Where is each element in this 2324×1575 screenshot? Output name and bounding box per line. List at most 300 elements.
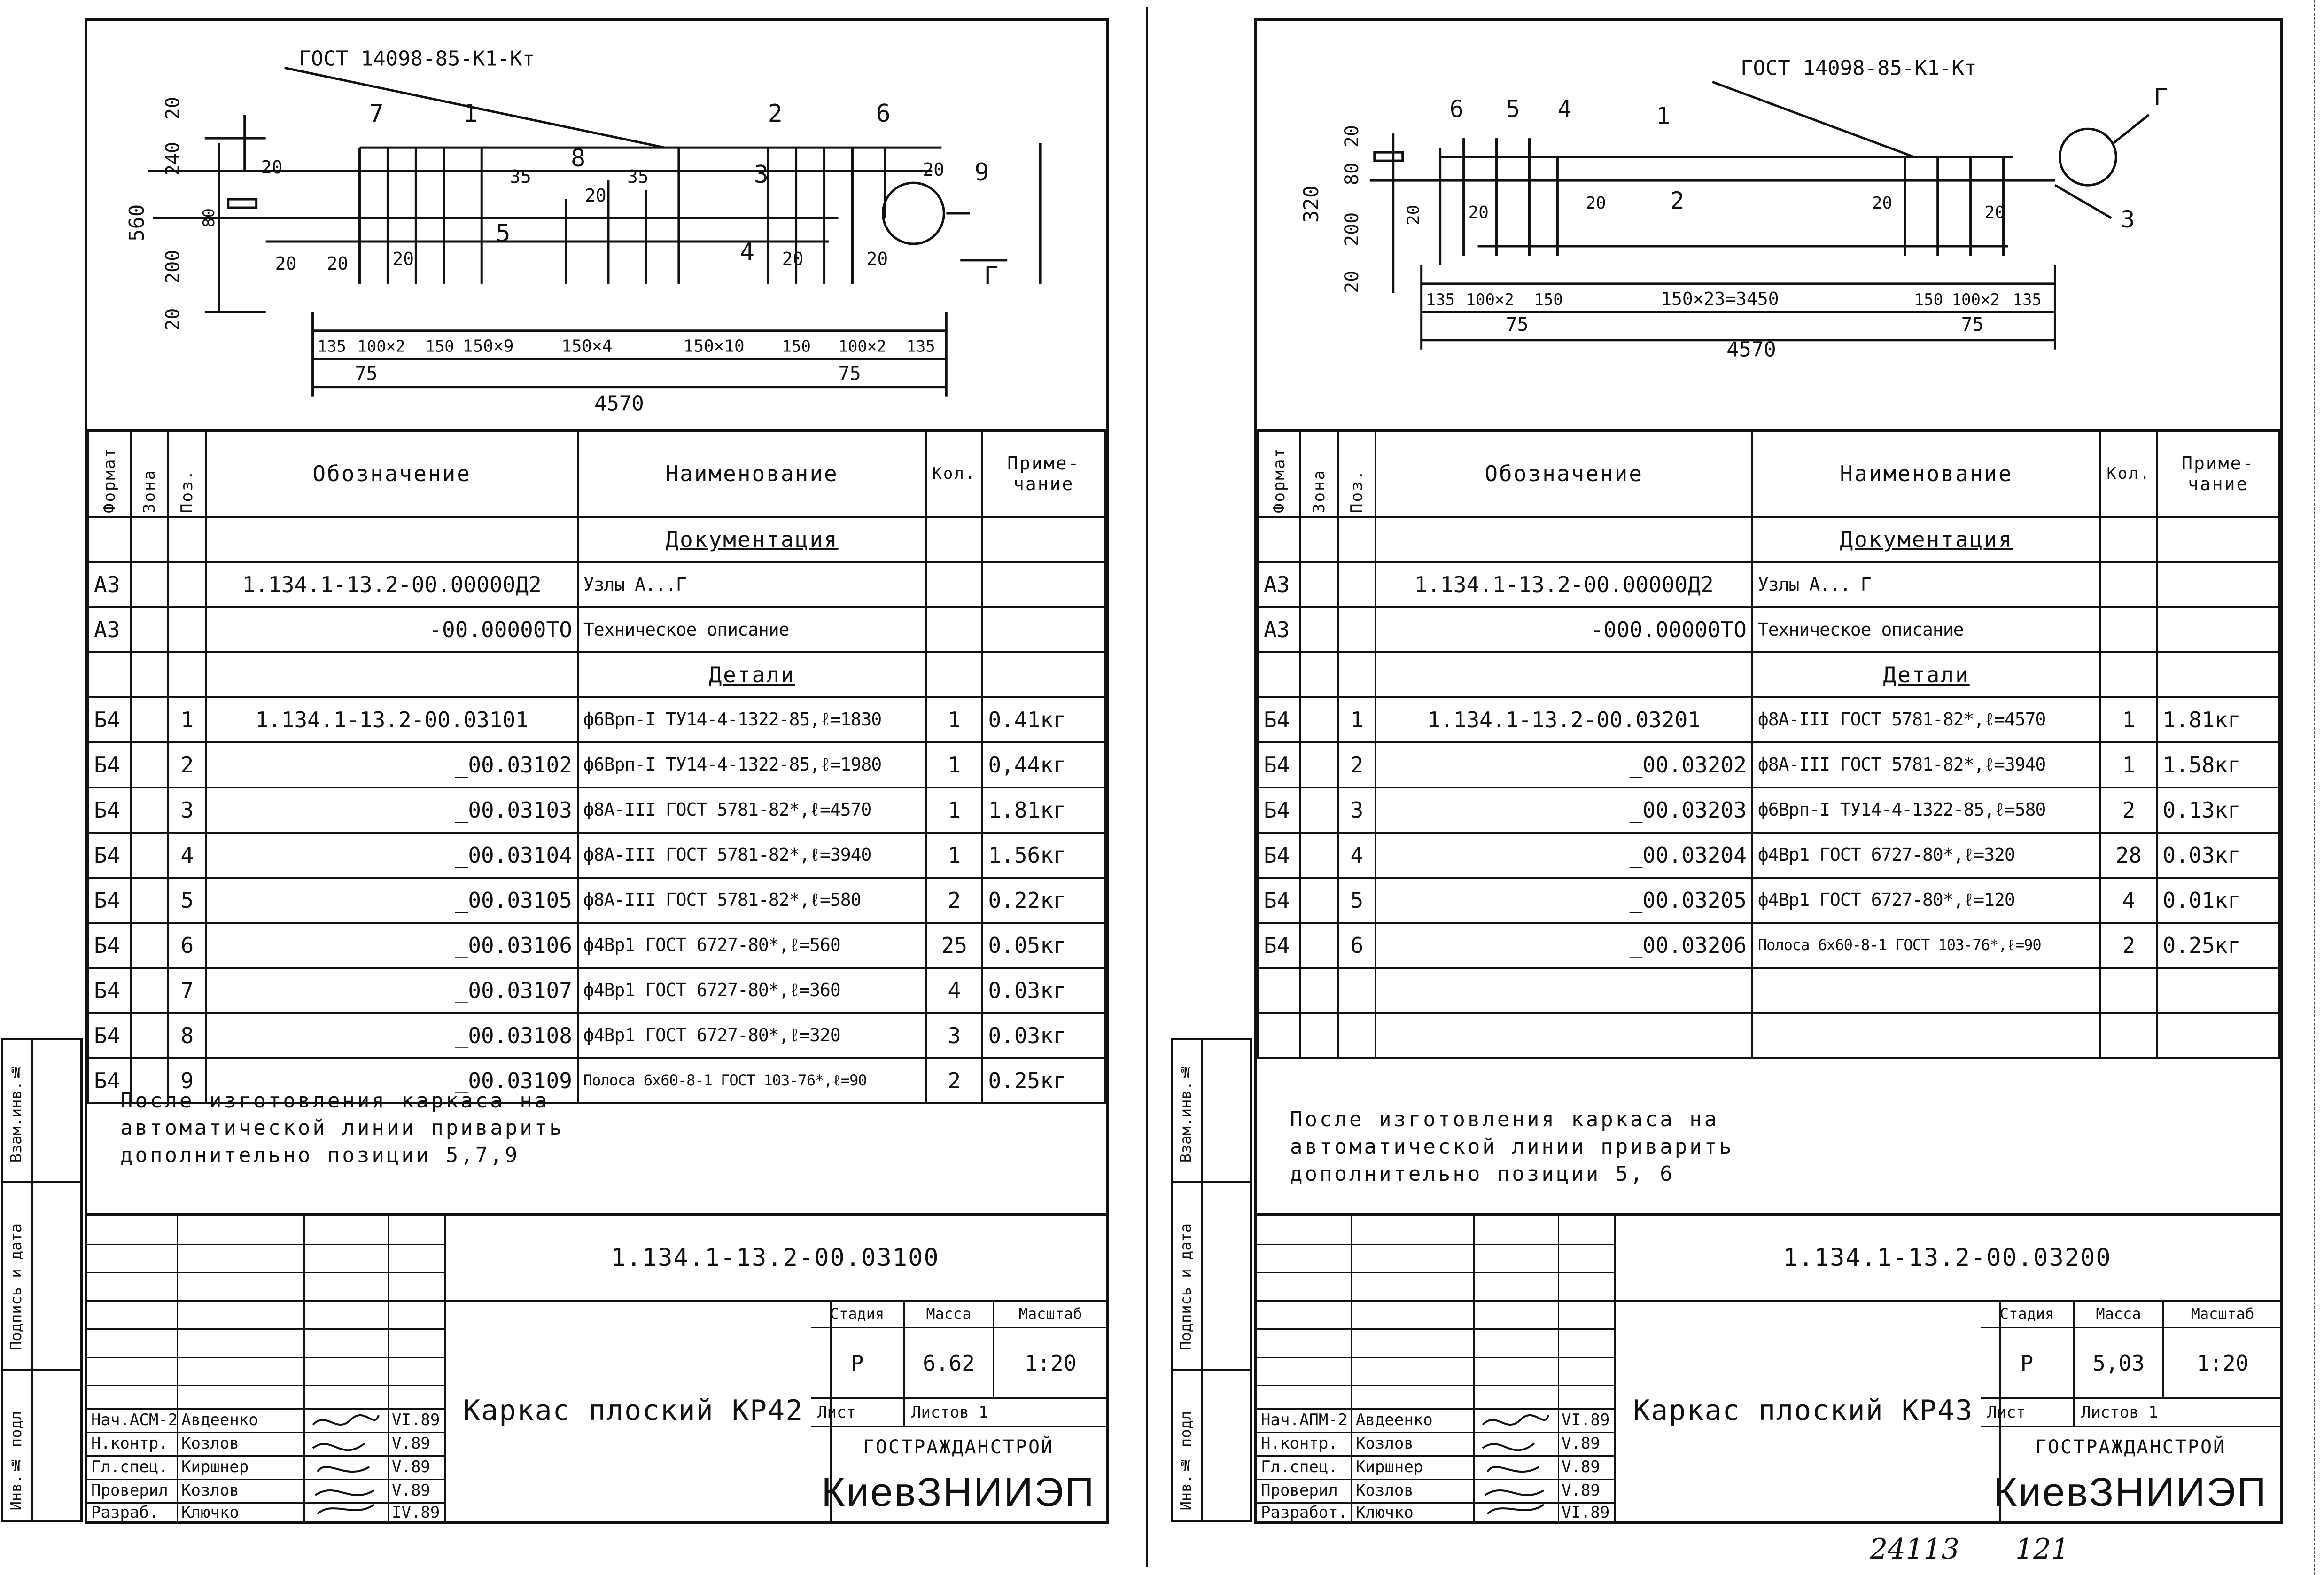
dim-label: 20 — [1341, 125, 1363, 148]
scale-value: 1:20 — [2164, 1328, 2281, 1399]
table-row — [88, 1013, 1105, 1058]
cell-format — [1258, 968, 1300, 1013]
table-row — [1258, 562, 2279, 607]
total-length-label: 4570 — [1726, 337, 1776, 362]
cell-format — [1258, 1013, 1300, 1058]
title-info — [811, 1300, 1106, 1521]
table-row — [1258, 788, 2279, 833]
dim-label: 20 — [1468, 203, 1489, 223]
col-note: Приме-чание — [2157, 430, 2279, 517]
cell-name: Полоса 6х60-8-1 ГОСТ 103-76*,ℓ=90 — [578, 1058, 926, 1103]
signature-scribbles — [308, 1411, 383, 1519]
frame-drawing-svg — [87, 21, 1106, 429]
table-row — [1258, 878, 2279, 923]
cell-designation: 1.134.1-13.2-00.03101 — [206, 697, 577, 742]
sig-role: Проверил — [91, 1481, 168, 1500]
table-row — [1258, 833, 2279, 878]
institute: КиевЗНИИЭП — [1993, 1470, 2268, 1515]
cell-note — [2157, 607, 2279, 652]
frame-drawing-kr43 — [1257, 21, 2280, 432]
cell-note — [2157, 1013, 2279, 1058]
cell-format: Б4 — [88, 968, 131, 1013]
dim-label: 20 — [261, 157, 283, 178]
sig-date: V.89 — [1562, 1481, 1600, 1500]
cell-zone — [131, 878, 168, 923]
cell-quantity: 2 — [2100, 788, 2157, 833]
dim-label: 80 — [1341, 162, 1363, 186]
sig-date: VI.89 — [392, 1411, 440, 1429]
dim-label: 135 — [1426, 290, 1455, 309]
cell-zone — [131, 697, 168, 742]
cell-format: Б4 — [88, 697, 131, 742]
frame-drawing-kr42 — [87, 21, 1106, 432]
cell-zone — [131, 742, 168, 788]
cell-designation: _00.03102 — [206, 742, 577, 788]
cell-format: Б4 — [1258, 788, 1300, 833]
cell-note: 0.25кг — [982, 1058, 1105, 1103]
cell-format: А3 — [88, 607, 131, 652]
dim-label: 150×23=3450 — [1661, 288, 1779, 309]
position-label: 8 — [571, 144, 586, 173]
cell-position — [1338, 652, 1376, 697]
cell-designation: _00.03107 — [206, 968, 577, 1013]
sig-date: VI.89 — [1562, 1503, 1610, 1522]
institute: КиевЗНИИЭП — [821, 1470, 1096, 1515]
dim-label: 150×4 — [561, 336, 613, 356]
cell-note: 0.22кг — [982, 878, 1105, 923]
cell-note: 1.81кг — [2157, 697, 2279, 742]
sig-name: Козлов — [1356, 1481, 1414, 1500]
table-header-row — [1258, 430, 2279, 517]
cell-name: Техническое описание — [578, 607, 926, 652]
cell-position: 2 — [1338, 742, 1376, 788]
cell-quantity: 1 — [926, 742, 982, 788]
note-line: автоматической линии приварить — [120, 1116, 564, 1140]
cell-position: 2 — [168, 742, 206, 788]
cell-zone — [1300, 878, 1338, 923]
cell-position: 3 — [168, 788, 206, 833]
title-block-kr43 — [1257, 1213, 2280, 1521]
page-number: 121 — [2015, 1533, 2069, 1566]
table-row — [88, 833, 1105, 878]
cell-name: Документация — [578, 517, 926, 562]
cell-position: 1 — [168, 697, 206, 742]
sig-name: Ключко — [1356, 1503, 1414, 1522]
cell-quantity: 4 — [2100, 878, 2157, 923]
document-name: Каркас плоский КР42 — [444, 1300, 832, 1521]
dim-label: 20 — [782, 248, 804, 269]
cell-name: Детали — [1752, 652, 2100, 697]
stage-header: Стадия — [1981, 1300, 2075, 1328]
cell-quantity — [2100, 652, 2157, 697]
cell-note: 0.03кг — [982, 968, 1105, 1013]
cell-format: Б4 — [88, 833, 131, 878]
dim-label: 35 — [627, 166, 649, 187]
spec-table-kr42 — [87, 429, 1106, 1104]
cell-zone — [131, 607, 168, 652]
cell-quantity: 1 — [926, 833, 982, 878]
cell-zone — [1300, 742, 1338, 788]
sig-role: Разраб. — [91, 1503, 159, 1522]
cell-name: ф6Врп-I ТУ14-4-1322-85,ℓ=1830 — [578, 697, 926, 742]
manufacturing-note — [1290, 1106, 1734, 1188]
table-row — [88, 697, 1105, 742]
cell-quantity — [2100, 968, 2157, 1013]
cell-format: А3 — [1258, 607, 1300, 652]
dim-label: 150×9 — [463, 336, 514, 356]
dim-label: 320 — [1299, 185, 1323, 223]
stage-value: Р — [811, 1328, 905, 1399]
scale-header: Масштаб — [2164, 1300, 2281, 1328]
sig-name: Авдеенко — [1356, 1411, 1433, 1429]
cell-zone — [1300, 968, 1338, 1013]
sig-date: V.89 — [392, 1434, 430, 1453]
cell-quantity — [926, 607, 982, 652]
cell-note: 0.01кг — [2157, 878, 2279, 923]
cell-designation — [1376, 517, 1752, 562]
strip-label: Инв.№ подл — [1177, 1411, 1195, 1510]
position-label: 6 — [876, 100, 891, 128]
table-row — [88, 968, 1105, 1013]
cell-position: 4 — [168, 833, 206, 878]
strip-label: Подпись и дата — [1177, 1224, 1195, 1350]
strip-label: Взам.инв.№ — [1177, 1063, 1195, 1162]
position-label: 4 — [1557, 95, 1572, 123]
cell-designation: -00.00000ТО — [206, 607, 577, 652]
cell-name: Детали — [578, 652, 926, 697]
cell-format: А3 — [1258, 562, 1300, 607]
cell-designation: _00.03109 — [206, 1058, 577, 1103]
cell-designation: _00.03204 — [1376, 833, 1752, 878]
cell-position — [1338, 562, 1376, 607]
dim-label: 20 — [1341, 270, 1363, 293]
organization: ГОСТРАЖДАНСТРОЙ — [2035, 1436, 2226, 1458]
sheet-kr43 — [1254, 18, 2283, 1524]
sig-date: IV.89 — [392, 1503, 440, 1522]
dim-label: 20 — [392, 248, 414, 269]
cell-note: 0.13кг — [2157, 788, 2279, 833]
cell-quantity: 2 — [926, 1058, 982, 1103]
dim-label: 135 — [317, 337, 346, 356]
cell-quantity — [2100, 607, 2157, 652]
archive-number: 24113 — [1870, 1533, 1959, 1566]
cell-note — [2157, 517, 2279, 562]
cell-format: Б4 — [1258, 878, 1300, 923]
cell-position — [1338, 607, 1376, 652]
table-row — [88, 923, 1105, 968]
cell-position: 3 — [1338, 788, 1376, 833]
dim-label: 100×2 — [357, 337, 405, 356]
mass-value: 6.62 — [905, 1328, 994, 1399]
cell-position: 4 — [1338, 833, 1376, 878]
cell-position — [168, 517, 206, 562]
cell-format: Б4 — [88, 1013, 131, 1058]
col-qty: Кол. — [2100, 430, 2157, 517]
table-header-row — [88, 430, 1105, 517]
cell-name: ф8А-III ГОСТ 5781-82*,ℓ=4570 — [1752, 697, 2100, 742]
sig-name: Козлов — [1356, 1434, 1414, 1453]
frame-drawing-svg — [1257, 21, 2280, 429]
dim-label: 135 — [906, 337, 935, 356]
sig-role: Разработ. — [1261, 1503, 1348, 1522]
cell-position: 9 — [168, 1058, 206, 1103]
col-name: Наименование — [578, 430, 926, 517]
cell-name: ф8А-III ГОСТ 5781-82*,ℓ=4570 — [578, 788, 926, 833]
cell-designation: 1.134.1-13.2-00.00000Д2 — [206, 562, 577, 607]
cell-zone — [131, 562, 168, 607]
sig-role: Проверил — [1261, 1481, 1338, 1500]
cell-zone — [1300, 1013, 1338, 1058]
sheet-divider — [1146, 7, 1148, 1567]
cell-name — [1752, 968, 2100, 1013]
cell-name: ф4Вр1 ГОСТ 6727-80*,ℓ=360 — [578, 968, 926, 1013]
cell-designation: _00.03103 — [206, 788, 577, 833]
strip-label: Подпись и дата — [7, 1224, 25, 1350]
cell-format — [88, 652, 131, 697]
cell-quantity — [2100, 517, 2157, 562]
dim-label: 100×2 — [1466, 290, 1514, 309]
sheets-label: Листов 1 — [905, 1399, 1106, 1427]
mass-header: Масса — [905, 1300, 994, 1328]
signature-grid — [1257, 1216, 1616, 1521]
sig-name: Козлов — [181, 1434, 239, 1453]
note-line: После изготовления каркаса на — [120, 1089, 550, 1113]
sig-role: Нач.АПМ-2 — [1261, 1411, 1348, 1429]
cell-quantity: 4 — [926, 968, 982, 1013]
sig-role: Н.контр. — [1261, 1434, 1338, 1453]
cell-note: 1.81кг — [982, 788, 1105, 833]
organization: ГОСТРАЖДАНСТРОЙ — [863, 1436, 1054, 1458]
table-row — [88, 878, 1105, 923]
cell-name: ф4Вр1 ГОСТ 6727-80*,ℓ=560 — [578, 923, 926, 968]
cell-note — [982, 517, 1105, 562]
cell-zone — [1300, 517, 1338, 562]
dim-label: 20 — [1586, 194, 1606, 213]
dim-label: 560 — [124, 204, 149, 242]
cell-format: Б4 — [88, 742, 131, 788]
dim-label: 20 — [1872, 194, 1893, 213]
table-row — [88, 788, 1105, 833]
cell-name: ф6Врп-I ТУ14-4-1322-85,ℓ=580 — [1752, 788, 2100, 833]
cell-quantity: 1 — [926, 788, 982, 833]
cell-designation: 1.134.1-13.2-00.00000Д2 — [1376, 562, 1752, 607]
cell-name: ф8А-III ГОСТ 5781-82*,ℓ=580 — [578, 878, 926, 923]
cell-quantity: 3 — [926, 1013, 982, 1058]
sig-role: Н.контр. — [91, 1434, 168, 1453]
cell-zone — [131, 1013, 168, 1058]
cell-zone — [1300, 833, 1338, 878]
mass-value: 5,03 — [2075, 1328, 2164, 1399]
cell-format: Б4 — [88, 788, 131, 833]
gost-label: ГОСТ 14098-85-К1-Кт — [298, 47, 535, 71]
dim-label: 150 — [1914, 290, 1943, 309]
cell-position: 1 — [1338, 697, 1376, 742]
signature-scribbles — [1478, 1411, 1553, 1519]
dim-label: 20 — [326, 253, 349, 274]
table-row — [88, 742, 1105, 788]
cell-format: Б4 — [1258, 697, 1300, 742]
cell-designation: _00.03106 — [206, 923, 577, 968]
strip-label: Инв.№ подл — [7, 1411, 25, 1510]
stage-value: Р — [1981, 1328, 2075, 1399]
table-row — [1258, 607, 2279, 652]
spec-table-kr43 — [1257, 429, 2280, 1059]
cell-quantity: 1 — [2100, 697, 2157, 742]
title-block-kr42 — [87, 1213, 1106, 1521]
dim-label: 80 — [199, 208, 218, 227]
sig-date: VI.89 — [1562, 1411, 1610, 1429]
table-row — [1258, 923, 2279, 968]
note-line: дополнительно позиции 5,7,9 — [120, 1143, 520, 1167]
cell-zone — [131, 788, 168, 833]
dim-label: 75 — [838, 363, 861, 385]
cell-position — [1338, 517, 1376, 562]
cell-position — [1338, 1013, 1376, 1058]
cell-designation: _00.03108 — [206, 1013, 577, 1058]
col-zone: Зона — [131, 430, 168, 517]
dim-label: 100×2 — [1951, 290, 2000, 309]
col-qty: Кол. — [926, 430, 982, 517]
sheets-label: Листов 1 — [2075, 1399, 2280, 1427]
cell-format — [1258, 652, 1300, 697]
cell-name: ф8А-III ГОСТ 5781-82*,ℓ=3940 — [578, 833, 926, 878]
cell-zone — [131, 923, 168, 968]
dim-label: 20 — [585, 185, 606, 206]
cell-designation: _00.03205 — [1376, 878, 1752, 923]
cell-name: ф4Вр1 ГОСТ 6727-80*,ℓ=320 — [1752, 833, 2100, 878]
cell-note: 1.56кг — [982, 833, 1105, 878]
dim-label: 100×2 — [838, 337, 886, 356]
binding-strip-left — [1, 1038, 83, 1522]
cell-note — [2157, 562, 2279, 607]
dim-label: 20 — [866, 248, 888, 269]
position-label: 9 — [974, 158, 989, 187]
sig-date: V.89 — [392, 1481, 430, 1500]
position-label: 6 — [1449, 95, 1464, 123]
cell-position — [168, 652, 206, 697]
cell-zone — [1300, 788, 1338, 833]
dim-label: 200 — [1341, 212, 1363, 246]
scale-header: Масштаб — [994, 1300, 1107, 1328]
cell-note: 0.41кг — [982, 697, 1105, 742]
cell-name: Полоса 6х60-8-1 ГОСТ 103-76*,ℓ=90 — [1752, 923, 2100, 968]
cell-position: 6 — [1338, 923, 1376, 968]
sig-name: Киршнер — [1356, 1458, 1423, 1476]
dim-label: 20 — [162, 308, 184, 331]
dim-label: 20 — [923, 159, 945, 180]
cell-position: 5 — [1338, 878, 1376, 923]
node-label: Г — [984, 261, 999, 290]
position-label: 2 — [1670, 187, 1685, 215]
mass-header: Масса — [2075, 1300, 2164, 1328]
cell-designation: _00.03104 — [206, 833, 577, 878]
cell-zone — [131, 833, 168, 878]
cell-name: ф4Вр1 ГОСТ 6727-80*,ℓ=320 — [578, 1013, 926, 1058]
position-label: 1 — [463, 100, 478, 128]
dim-label: 20 — [275, 253, 297, 274]
cell-zone — [131, 652, 168, 697]
cell-name — [1752, 1013, 2100, 1058]
table-row — [1258, 968, 2279, 1013]
note-line: автоматической линии приварить — [1290, 1135, 1734, 1159]
sig-name: Киршнер — [181, 1458, 249, 1476]
cell-designation — [206, 652, 577, 697]
col-designation: Обозначение — [206, 430, 577, 517]
note-line: дополнительно позиции 5, 6 — [1290, 1162, 1675, 1186]
cell-name: ф8А-III ГОСТ 5781-82*,ℓ=3940 — [1752, 742, 2100, 788]
cell-designation — [1376, 968, 1752, 1013]
cell-quantity: 2 — [926, 878, 982, 923]
position-label: 2 — [768, 100, 783, 128]
dim-label: 135 — [2013, 290, 2042, 309]
cell-note — [982, 562, 1105, 607]
strip-label: Взам.инв.№ — [7, 1063, 25, 1162]
cell-designation — [1376, 652, 1752, 697]
table-row — [88, 562, 1105, 607]
col-pos: Поз. — [168, 430, 206, 517]
cell-zone — [1300, 923, 1338, 968]
cell-position — [168, 607, 206, 652]
manufacturing-note — [120, 1087, 564, 1169]
cell-designation: _00.03203 — [1376, 788, 1752, 833]
dim-label: 200 — [162, 250, 184, 284]
sig-name: Авдеенко — [181, 1411, 258, 1429]
stage-header: Стадия — [811, 1300, 905, 1328]
signature-grid — [87, 1216, 446, 1521]
cell-designation: _00.03105 — [206, 878, 577, 923]
sig-name: Ключко — [181, 1503, 239, 1522]
position-label: 3 — [2121, 205, 2135, 233]
cell-quantity: 25 — [926, 923, 982, 968]
table-row — [1258, 517, 2279, 562]
document-code: 1.134.1-13.2-00.03200 — [1614, 1216, 2280, 1302]
cell-zone — [131, 968, 168, 1013]
cell-position: 8 — [168, 1013, 206, 1058]
sig-date: V.89 — [1562, 1458, 1600, 1476]
scale-value: 1:20 — [994, 1328, 1107, 1399]
col-pos: Поз. — [1338, 430, 1376, 517]
position-label: 3 — [754, 161, 769, 189]
cell-format: Б4 — [1258, 923, 1300, 968]
cell-note — [2157, 968, 2279, 1013]
cell-zone — [1300, 562, 1338, 607]
position-label: 5 — [1506, 95, 1520, 123]
cell-quantity — [2100, 1013, 2157, 1058]
gost-label: ГОСТ 14098-85-К1-Кт — [1741, 56, 1977, 80]
dim-label: 75 — [355, 363, 378, 385]
sig-name: Козлов — [181, 1481, 239, 1500]
table-row — [88, 607, 1105, 652]
position-label: 1 — [1656, 102, 1671, 130]
dim-label: 150 — [782, 337, 811, 356]
cell-name: Узлы А...Г — [578, 562, 926, 607]
cell-note — [982, 652, 1105, 697]
table-row — [1258, 652, 2279, 697]
cell-designation — [206, 517, 577, 562]
sig-role: Нач.АСМ-2 — [91, 1411, 178, 1429]
cell-format: Б4 — [88, 1058, 131, 1103]
dim-label: 35 — [510, 166, 531, 187]
col-designation: Обозначение — [1376, 430, 1752, 517]
dim-label: 20 — [1984, 203, 2005, 223]
cell-position: 6 — [168, 923, 206, 968]
document-name: Каркас плоский КР43 — [1614, 1300, 2001, 1521]
col-note: Приме-чание — [982, 430, 1105, 517]
cell-format — [1258, 517, 1300, 562]
dim-label: 20 — [1404, 204, 1423, 226]
dim-label: 75 — [1506, 313, 1529, 335]
cell-name: ф6Врп-I ТУ14-4-1322-85,ℓ=1980 — [578, 742, 926, 788]
